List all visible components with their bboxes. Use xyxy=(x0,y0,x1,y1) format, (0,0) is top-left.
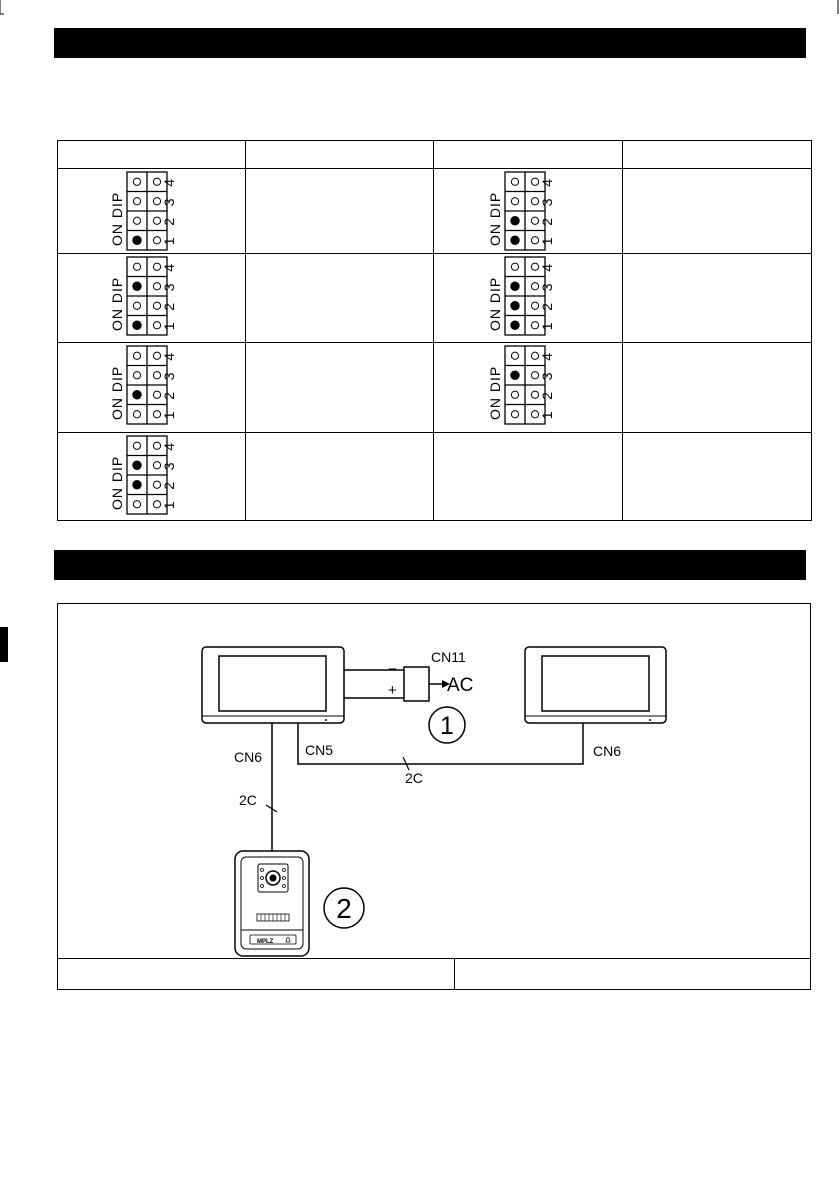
dip-position-number: 2 xyxy=(161,391,177,400)
value-cell xyxy=(623,169,812,254)
dip-position-number: 4 xyxy=(161,263,177,272)
dip-switch-off-dot xyxy=(531,283,538,290)
dip-switch-off-dot xyxy=(153,371,160,378)
dip-switch-off-dot xyxy=(531,263,538,270)
dip-switch-off-dot xyxy=(531,391,538,398)
dip-switch-off-dot xyxy=(153,217,160,224)
dip-cell xyxy=(58,253,246,342)
dip-switch-on-dot xyxy=(133,236,141,244)
dip-switch-off-dot xyxy=(133,410,140,417)
dip-cell xyxy=(58,169,246,254)
top-crop-marks xyxy=(0,0,839,16)
dip-switch-off-dot xyxy=(531,198,538,205)
dip-on-label: ON DIP xyxy=(487,191,503,247)
dip-switch-svg xyxy=(486,255,566,337)
dip-position-number: 1 xyxy=(539,237,555,246)
section-header-bar xyxy=(54,28,806,58)
dip-position-number: 1 xyxy=(539,322,555,331)
dip-switch-off-dot xyxy=(531,302,538,309)
value-cell xyxy=(246,169,434,254)
dip-switch-on-dot xyxy=(511,321,519,329)
dip-switch-diagram xyxy=(108,434,188,516)
header-cell xyxy=(58,141,246,169)
doorbell-brand-text: MPLZ xyxy=(257,939,274,945)
dip-switch-diagram xyxy=(108,255,188,337)
caption-cell xyxy=(58,959,455,989)
dip-cell xyxy=(434,253,623,342)
dip-on-label: ON DIP xyxy=(487,365,503,420)
cn6-left-label: CN6 xyxy=(234,749,263,765)
dip-position-number: 3 xyxy=(539,372,555,380)
dip-position-number: 4 xyxy=(539,179,555,187)
dip-switch-svg xyxy=(108,434,188,516)
wiring-diagram xyxy=(57,603,811,990)
indoor-monitor-right xyxy=(525,647,666,723)
dip-switch-off-dot xyxy=(153,462,160,469)
value-cell xyxy=(623,433,812,521)
dip-switch-on-dot xyxy=(133,390,141,398)
dip-switch-off-dot xyxy=(133,352,140,359)
value-cell xyxy=(623,253,812,342)
dip-position-number: 3 xyxy=(161,283,177,292)
dip-switch-off-dot xyxy=(133,198,140,205)
dip-switch-svg xyxy=(486,170,566,252)
dip-switch-off-dot xyxy=(133,263,140,270)
dip-position-number: 2 xyxy=(539,302,555,311)
dip-switch-off-dot xyxy=(511,198,518,205)
dip-switch-off-dot xyxy=(153,391,160,398)
dip-switch-off-dot xyxy=(531,410,538,417)
2c-horizontal-label: 2C xyxy=(405,770,423,786)
dip-switch-svg xyxy=(108,255,188,337)
dip-switch-off-dot xyxy=(511,178,518,185)
dip-position-number: 2 xyxy=(161,218,177,226)
dip-position-number: 2 xyxy=(539,218,555,226)
cn6-right-label: CN6 xyxy=(593,743,622,759)
dip-switch-off-dot xyxy=(153,237,160,244)
dip-position-number: 4 xyxy=(539,352,555,361)
dip-on-label: ON DIP xyxy=(109,191,125,247)
dip-switch-on-dot xyxy=(511,282,519,290)
callout-2-number: 2 xyxy=(336,893,352,924)
dip-switch-off-dot xyxy=(153,322,160,329)
outdoor-door-station xyxy=(235,851,309,956)
dip-position-number: 1 xyxy=(161,501,177,510)
section-header-bar xyxy=(54,550,806,580)
dip-position-number: 3 xyxy=(161,372,177,380)
dip-switch-off-dot xyxy=(511,263,518,270)
dip-switch-table xyxy=(57,140,812,521)
dip-switch-off-dot xyxy=(133,442,140,449)
dip-switch-off-dot xyxy=(153,410,160,417)
dip-switch-on-dot xyxy=(133,461,141,469)
dip-switch-diagram xyxy=(108,344,188,426)
dip-switch-off-dot xyxy=(153,302,160,309)
dip-position-number: 1 xyxy=(161,237,177,246)
header-cell xyxy=(623,141,812,169)
dip-switch-on-dot xyxy=(133,282,141,290)
2c-vertical-label: 2C xyxy=(239,792,257,808)
dip-switch-diagram xyxy=(486,255,566,337)
caption-cell xyxy=(455,959,810,989)
wiring-caption-row xyxy=(58,958,810,989)
header-cell xyxy=(434,141,623,169)
dip-position-number: 3 xyxy=(539,283,555,292)
dip-position-number: 2 xyxy=(539,391,555,400)
dip-switch-off-dot xyxy=(153,481,160,488)
dip-switch-off-dot xyxy=(153,352,160,359)
dip-switch-on-dot xyxy=(511,236,519,244)
dip-switch-diagram xyxy=(486,344,566,426)
dip-on-label: ON DIP xyxy=(109,365,125,420)
dip-position-number: 2 xyxy=(161,482,177,491)
dip-cell xyxy=(58,433,246,521)
dip-switch-on-dot xyxy=(511,217,519,225)
plus-label: + xyxy=(388,682,397,699)
dip-cell xyxy=(434,169,623,254)
dip-on-label: ON DIP xyxy=(109,276,125,331)
dip-switch-svg xyxy=(108,344,188,426)
dip-switch-off-dot xyxy=(153,501,160,508)
dip-switch-off-dot xyxy=(511,352,518,359)
minus-label: − xyxy=(388,661,397,678)
dip-switch-off-dot xyxy=(511,391,518,398)
doorbell-wire xyxy=(266,723,277,851)
dip-switch-off-dot xyxy=(531,371,538,378)
indoor-monitor-left xyxy=(202,647,344,723)
dip-switch-on-dot xyxy=(511,371,519,379)
dip-switch-off-dot xyxy=(153,442,160,449)
dip-position-number: 4 xyxy=(539,263,555,272)
value-cell xyxy=(246,342,434,433)
dip-switch-off-dot xyxy=(531,237,538,244)
dip-on-label: ON DIP xyxy=(487,276,503,331)
dip-switch-off-dot xyxy=(133,371,140,378)
dip-cell xyxy=(434,342,623,433)
dip-switch-off-dot xyxy=(511,410,518,417)
dip-switch-off-dot xyxy=(133,302,140,309)
dip-switch-off-dot xyxy=(531,352,538,359)
dip-position-number: 1 xyxy=(539,411,555,419)
power-wiring xyxy=(344,667,450,701)
dip-on-label: ON DIP xyxy=(109,456,125,511)
dip-position-number: 4 xyxy=(161,352,177,361)
empty-cell xyxy=(434,433,623,521)
value-cell xyxy=(246,433,434,521)
dip-switch-diagram xyxy=(108,170,188,252)
value-cell xyxy=(246,253,434,342)
cn5-label: CN5 xyxy=(305,742,334,758)
callout-1-number: 1 xyxy=(440,712,454,740)
dip-switch-off-dot xyxy=(133,217,140,224)
dip-position-number: 3 xyxy=(161,462,177,471)
ac-label: AC xyxy=(447,675,474,696)
dip-switch-off-dot xyxy=(531,178,538,185)
dip-switch-off-dot xyxy=(531,217,538,224)
dip-position-number: 3 xyxy=(161,198,177,207)
dip-switch-off-dot xyxy=(153,198,160,205)
dip-switch-off-dot xyxy=(133,178,140,185)
cn11-label: CN11 xyxy=(431,649,466,665)
dip-switch-off-dot xyxy=(531,322,538,329)
dip-position-number: 3 xyxy=(539,198,555,207)
dip-switch-off-dot xyxy=(153,283,160,290)
dip-position-number: 2 xyxy=(161,302,177,311)
header-cell xyxy=(246,141,434,169)
dip-position-number: 1 xyxy=(161,322,177,331)
dip-position-number: 4 xyxy=(161,443,177,452)
wiring-svg xyxy=(58,604,810,959)
dip-cell xyxy=(58,342,246,433)
dip-switch-diagram xyxy=(486,170,566,252)
dip-switch-on-dot xyxy=(511,301,519,309)
dip-switch-off-dot xyxy=(133,501,140,508)
dip-switch-svg xyxy=(486,344,566,426)
dip-switch-off-dot xyxy=(153,178,160,185)
dip-switch-on-dot xyxy=(133,321,141,329)
dip-switch-off-dot xyxy=(153,263,160,270)
dip-position-number: 4 xyxy=(161,179,177,187)
page-edge-tab xyxy=(0,627,8,662)
dip-switch-on-dot xyxy=(133,481,141,489)
dip-switch-svg xyxy=(108,170,188,252)
value-cell xyxy=(623,342,812,433)
dip-position-number: 1 xyxy=(161,411,177,419)
